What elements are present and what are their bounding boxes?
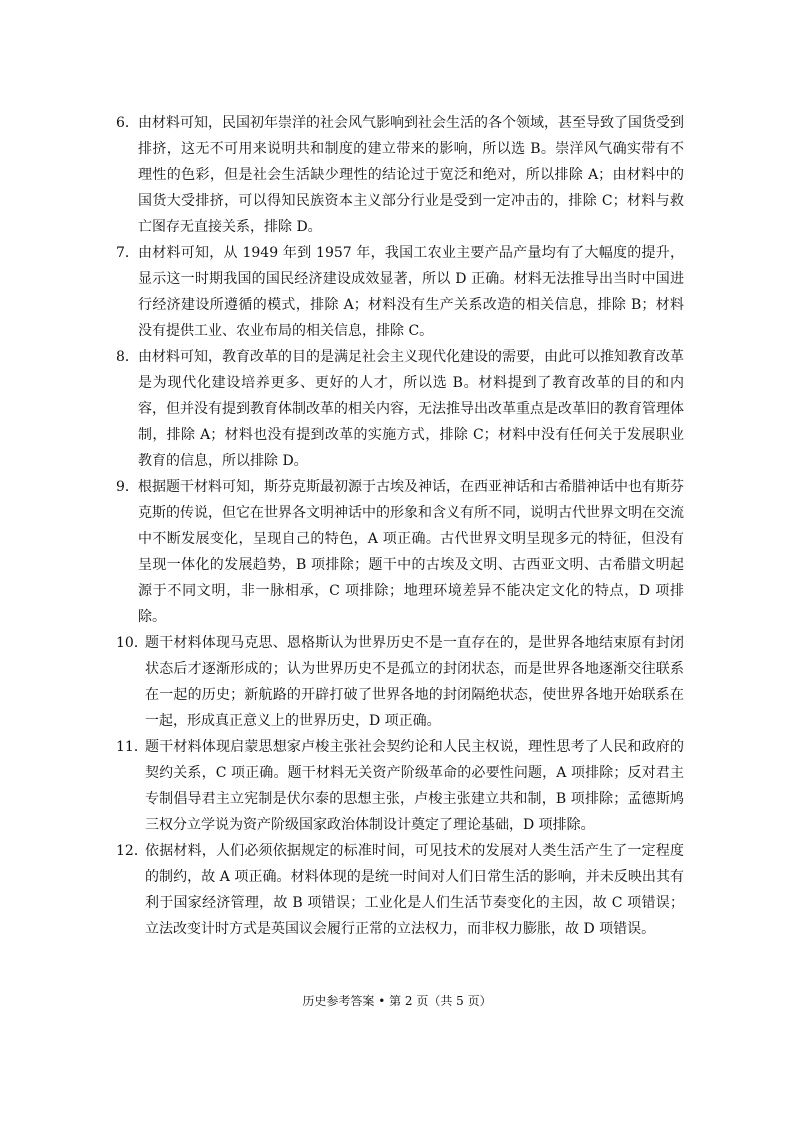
answer-item-10 bbox=[116, 630, 684, 734]
answer-item-11 bbox=[116, 734, 684, 838]
answer-text: 题干材料体现启蒙思想家卢梭主张社会契约论和人民主权说，理性思考了人民和政府的契约关系，C 项正确。题干材料无关资产阶级革命的必要性问题，A 项排除；反对君主专制倡导君主立宪制是伏尔泰的思想主张，卢梭主张建立共和制，B 项排除；孟德斯鸠三权分立学说为资产阶级国家政治体制设计奠定了理论基础，D 项排除。 bbox=[145, 739, 684, 833]
page-footer: 历史参考答案 • 第 2 页（共 5 页） bbox=[302, 994, 492, 1008]
answer-text: 由材料可知，民国初年崇洋的社会风气影响到社会生活的各个领域，甚至导致了国货受到排挤，这无不可用来说明共和制度的建立带来的影响，所以选 B。崇洋风气确实带有不理性的色彩，但是社会生活缺少理性的结论过于宽泛和绝对，所以排除 A；由材料中的国货大受排挤，可以得知民族资本主义部分行业是受到一定冲击的，排除 C；材料与救亡图存无直接关系，排除 D。 bbox=[138, 115, 684, 235]
answer-text: 由材料可知，教育改革的目的是满足社会主义现代化建设的需要，由此可以推知教育改革是为现代化建设培养更多、更好的人才，所以选 B。材料提到了教育改革的目的和内容，但并没有提到教育体制改革的相关内容，无法推导出改革重点是改革旧的教育管理体制，排除 A；材料也没有提到改革的实施方式，排除 C；材料中没有任何关于发展职业教育的信息，所以排除 D。 bbox=[138, 349, 684, 469]
answer-number: 10． bbox=[116, 635, 148, 651]
answer-number: 8． bbox=[116, 349, 139, 365]
answer-text: 根据题干材料可知，斯芬克斯最初源于古埃及神话，在西亚神话和古希腊神话中也有斯芬克斯的传说，但它在世界各文明神话中的形象和含义有所不同，说明古代世界文明在交流中不断发展变化，呈现自己的特色，A 项正确。古代世界文明呈现多元的特征，但没有呈现一体化的发展趋势，B 项排除；题干中的古埃及文明、古西亚文明、古希腊文明起源于不同文明，非一脉相承，C 项排除；地理环境差异不能决定文化的特点，D 项排除。 bbox=[138, 479, 684, 625]
answer-item-8 bbox=[116, 344, 684, 474]
answer-item-6 bbox=[116, 110, 684, 240]
answer-item-12 bbox=[116, 838, 684, 942]
answer-text: 依据材料，人们必须依据规定的标准时间，可见技术的发展对人类生活产生了一定程度的制约，故 A 项正确。材料体现的是统一时间对人们日常生活的影响，并未反映出其有利于国家经济管理，故 B 项错误；工业化是人们生活节奏变化的主因，故 C 项错误；立法改变计时方式是英国议会履行正常的立法权力，而非权力膨胀，故 D 项错误。 bbox=[145, 843, 684, 937]
answer-number: 12． bbox=[116, 843, 148, 859]
answer-item-7 bbox=[116, 240, 684, 344]
answer-number: 11． bbox=[116, 739, 148, 755]
answer-list bbox=[116, 110, 684, 942]
answer-number: 9． bbox=[116, 479, 139, 495]
answer-number: 7． bbox=[116, 245, 139, 261]
answer-item-9 bbox=[116, 474, 684, 630]
answer-text: 由材料可知，从 1949 年到 1957 年，我国工农业主要产品产量均有了大幅度的提升，显示这一时期我国的国民经济建设成效显著，所以 D 正确。材料无法推导出当时中国进行经济建设所遵循的模式，排除 A；材料没有生产关系改造的相关信息，排除 B；材料没有提供工业、农业布局的相关信息，排除 C。 bbox=[138, 245, 684, 339]
answer-number: 6． bbox=[116, 115, 139, 131]
answer-text: 题干材料体现马克思、恩格斯认为世界历史不是一直存在的，是世界各地结束原有封闭状态后才逐渐形成的；认为世界历史不是孤立的封闭状态，而是世界各地逐渐交往联系在一起的历史；新航路的开辟打破了世界各地的封闭隔绝状态，使世界各地开始联系在一起，形成真正意义上的世界历史，D 项正确。 bbox=[145, 635, 684, 729]
